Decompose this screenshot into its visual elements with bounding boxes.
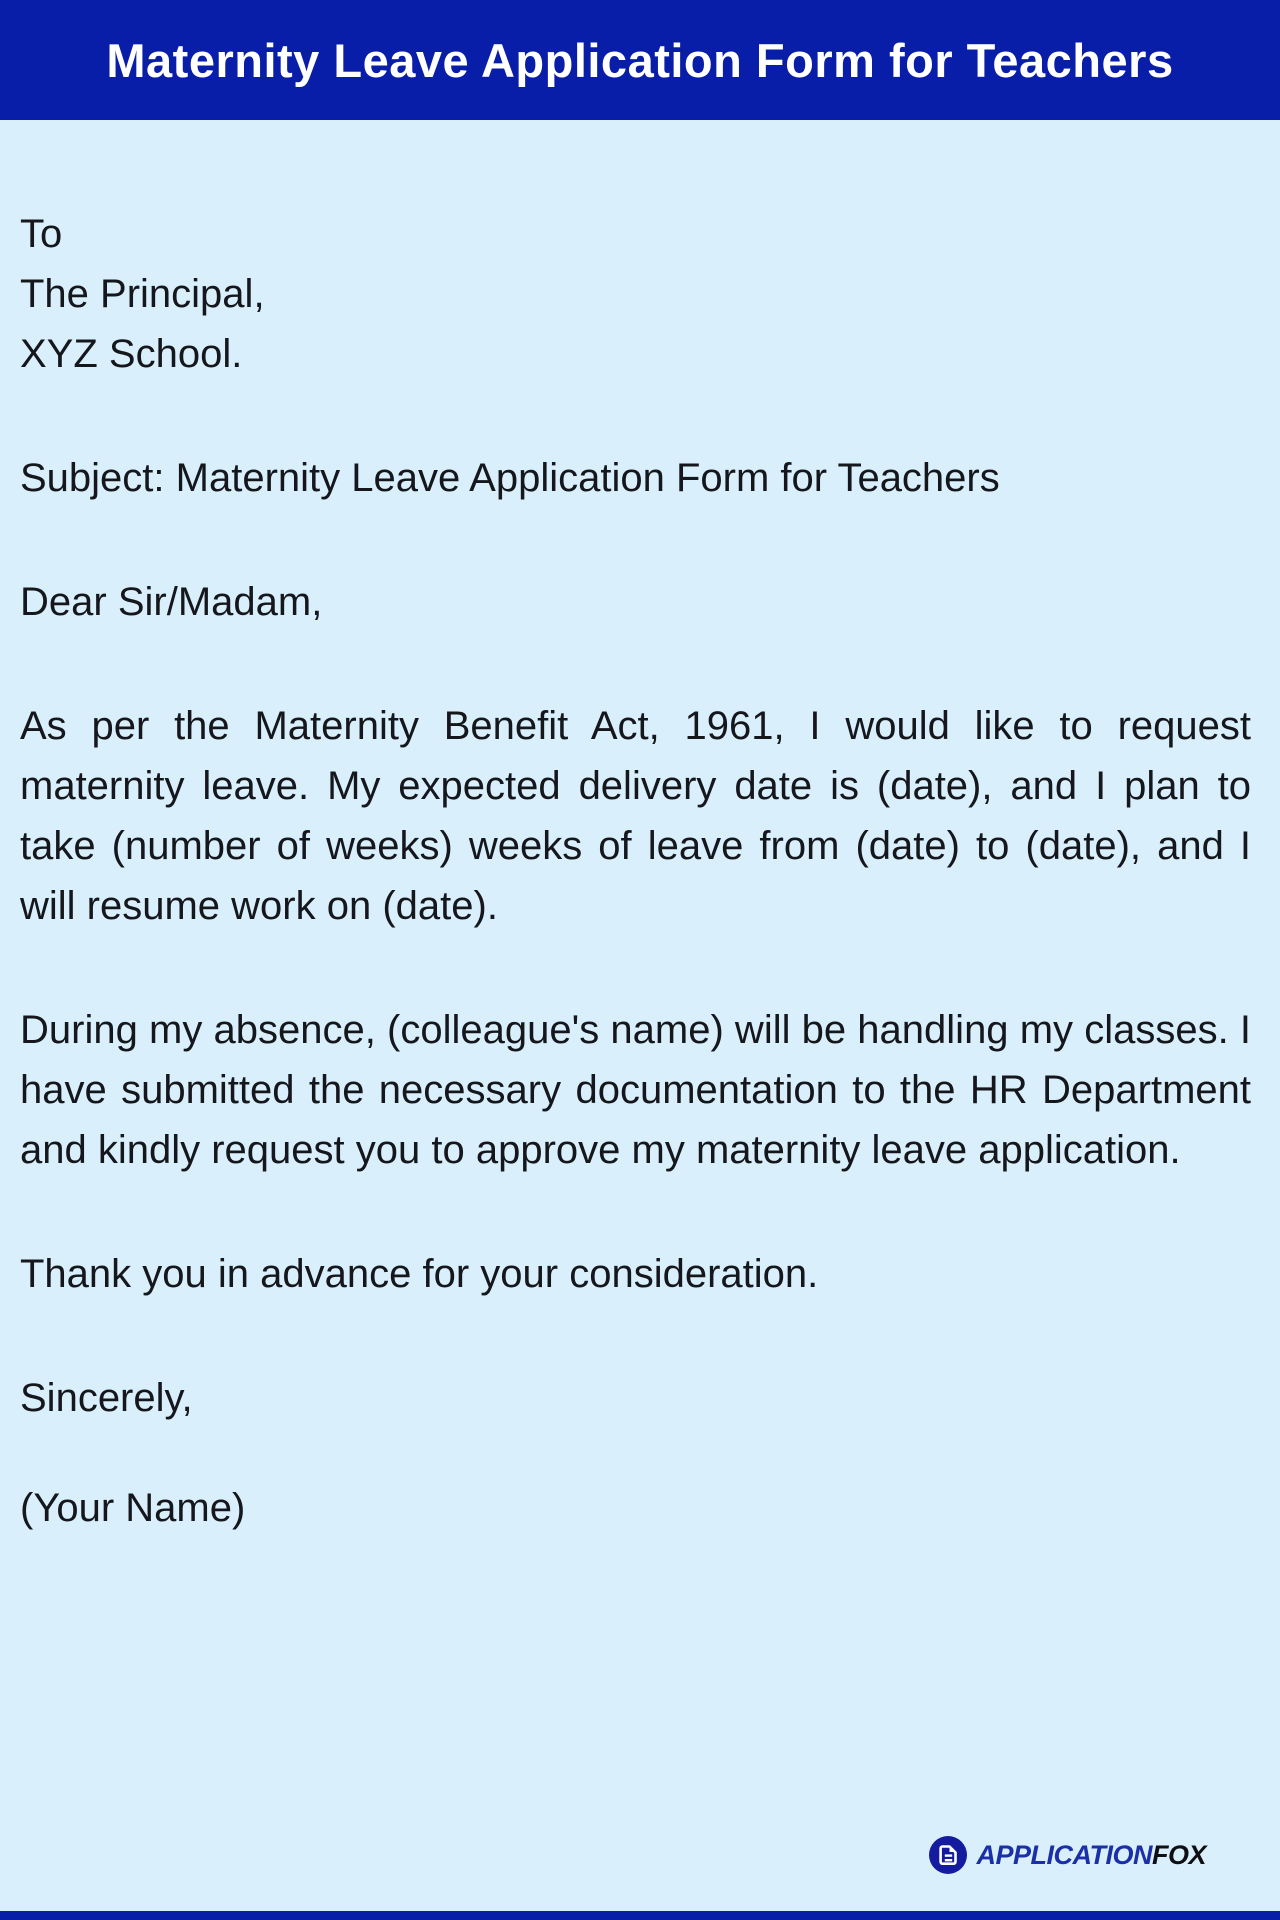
document-title-banner <box>0 0 1280 120</box>
brand-name <box>976 1840 1206 1871</box>
letter-body <box>0 120 1280 1538</box>
paragraph-thanks: Thank you in advance for your consideration. <box>20 1252 819 1296</box>
brand-name-secondary: FOX <box>1151 1839 1206 1870</box>
recipient-line-principal: The Principal, <box>20 272 265 316</box>
salutation: Dear Sir/Madam, <box>20 580 323 624</box>
bottom-accent-bar <box>0 1911 1280 1920</box>
subject-line: Subject: Maternity Leave Application Form for Teachers <box>20 456 1000 500</box>
document-icon <box>929 1836 967 1874</box>
document-title: Maternity Leave Application Form for Teachers <box>106 33 1174 87</box>
closing: Sincerely, <box>20 1376 193 1420</box>
signature-placeholder: (Your Name) <box>20 1486 246 1530</box>
brand-logo <box>929 1836 1206 1874</box>
recipient-line-school: XYZ School. <box>20 332 243 376</box>
recipient-line-to: To <box>20 212 63 256</box>
paragraph-leave-request: As per the Maternity Benefit Act, 1961, I would like to request maternity leave. My expected delivery date is (date), and I plan to take (number of weeks) weeks of leave from (date) to (date), and I will resume work on (date). <box>20 704 1251 928</box>
recipient-block <box>20 204 1251 384</box>
brand-name-primary: APPLICATION <box>976 1839 1152 1870</box>
paragraph-absence-arrangement: During my absence, (colleague's name) will be handling my classes. I have submitted the necessary documentation to the HR Department and kindly request you to approve my maternity leave application. <box>20 1008 1251 1172</box>
